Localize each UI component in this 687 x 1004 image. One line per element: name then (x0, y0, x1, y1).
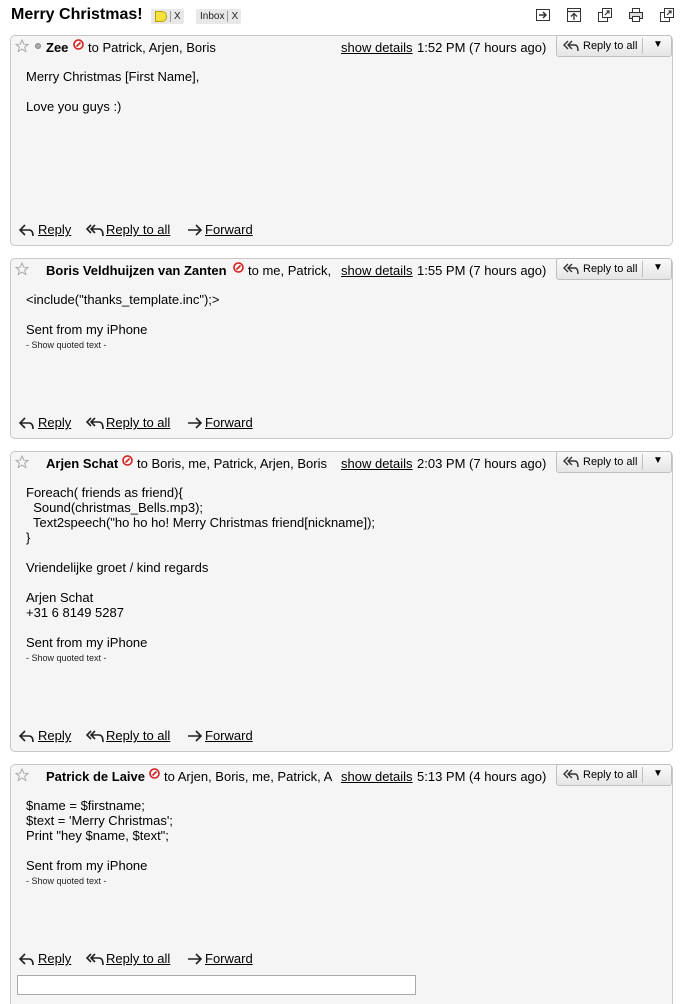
forward-link[interactable]: Forward (205, 728, 253, 743)
reply-icon (19, 952, 35, 966)
star-icon[interactable] (15, 768, 29, 782)
show-details-link[interactable]: show details (341, 456, 413, 471)
reply-icon (19, 416, 35, 430)
phone-icon (233, 262, 244, 273)
phone-icon (122, 455, 133, 466)
inbox-label-chip[interactable] (196, 9, 241, 24)
star-icon[interactable] (15, 455, 29, 469)
star-icon[interactable] (15, 262, 29, 276)
divider (642, 767, 643, 783)
message-time: 1:55 PM (7 hours ago) (417, 263, 547, 278)
divider (642, 261, 643, 277)
message-time: 1:52 PM (7 hours ago) (417, 40, 547, 55)
reply-all-icon (563, 263, 579, 275)
reply-to-all-button[interactable] (556, 258, 672, 280)
recipients: to Patrick, Arjen, Boris (88, 40, 216, 55)
remove-label-button[interactable]: X (170, 11, 184, 22)
forward-icon (187, 953, 203, 965)
forward-link[interactable]: Forward (205, 951, 253, 966)
new-window-icon[interactable] (597, 7, 613, 23)
message-body: Foreach( friends as friend){ Sound(christmas_Bells.mp3); Text2speech("ho ho ho! Merry Christmas friend[nickname]); } Vriendelijke groet / kind regards Arjen Schat +31 6 8149 5287 Sent from my iPhone (26, 485, 376, 650)
message-body: Merry Christmas [First Name], Love you guys :) (26, 69, 200, 114)
print-icon[interactable] (628, 7, 644, 23)
reply-all-icon (563, 456, 579, 468)
reply-all-icon (563, 40, 579, 52)
message-time: 5:13 PM (4 hours ago) (417, 769, 547, 784)
message-header[interactable] (11, 452, 672, 474)
reply-all-icon (86, 729, 104, 743)
more-options-dropdown[interactable]: ▼ (653, 39, 663, 50)
presence-icon (35, 43, 41, 49)
message-card (10, 764, 673, 1004)
message-card (10, 451, 673, 752)
divider (642, 454, 643, 470)
reply-all-icon (86, 223, 104, 237)
reply-to-all-link[interactable]: Reply to all (106, 951, 171, 966)
more-options-dropdown[interactable]: ▼ (653, 262, 663, 273)
conversation-header (0, 0, 687, 34)
message-header[interactable] (11, 36, 672, 58)
recipients: to Arjen, Boris, me, Patrick, A (164, 769, 333, 784)
show-quoted-text-link[interactable]: - Show quoted text - (26, 340, 107, 350)
phone-icon (73, 39, 84, 50)
message-header[interactable] (11, 765, 672, 787)
reply-to-all-button[interactable] (556, 764, 672, 786)
message-card (10, 258, 673, 439)
phone-icon (149, 768, 160, 779)
show-quoted-text-link[interactable]: - Show quoted text - (26, 876, 107, 886)
forward-icon (187, 417, 203, 429)
reply-to-all-link[interactable]: Reply to all (106, 415, 171, 430)
sender-name[interactable]: Zee (46, 40, 69, 55)
recipients: to me, Patrick, (248, 263, 332, 278)
star-icon[interactable] (15, 39, 29, 53)
expand-icon[interactable] (659, 7, 675, 23)
divider (642, 38, 643, 54)
reply-link[interactable]: Reply (38, 728, 72, 743)
reply-icon (19, 223, 35, 237)
reply-to-all-label: Reply to all (583, 40, 638, 52)
reply-to-all-button[interactable] (556, 451, 672, 473)
message-actions (19, 415, 319, 433)
forward-icon (187, 730, 203, 742)
reply-to-all-link[interactable]: Reply to all (106, 222, 171, 237)
inbox-label: Inbox (200, 11, 225, 22)
message-card (10, 35, 673, 246)
show-details-link[interactable]: show details (341, 40, 413, 55)
forward-link[interactable]: Forward (205, 222, 253, 237)
remove-inbox-button[interactable]: X (227, 11, 241, 22)
sender-name[interactable]: Arjen Schat (46, 456, 119, 471)
sender-name[interactable]: Boris Veldhuijzen van Zanten (46, 263, 227, 278)
message-body: <include("thanks_template.inc");> Sent from my iPhone (26, 292, 220, 337)
reply-all-icon (563, 769, 579, 781)
quick-reply-input[interactable] (17, 975, 416, 995)
recipients: to Boris, me, Patrick, Arjen, Boris (137, 456, 328, 471)
move-icon[interactable] (535, 7, 551, 23)
message-header[interactable] (11, 259, 672, 281)
reply-link[interactable]: Reply (38, 951, 72, 966)
more-options-dropdown[interactable]: ▼ (653, 455, 663, 466)
show-quoted-text-link[interactable]: - Show quoted text - (26, 653, 107, 663)
message-time: 2:03 PM (7 hours ago) (417, 456, 547, 471)
show-details-link[interactable]: show details (341, 263, 413, 278)
message-actions (19, 222, 319, 240)
forward-icon (187, 224, 203, 236)
reply-all-icon (86, 416, 104, 430)
message-body: $name = $firstname; $text = 'Merry Christmas'; Print "hey $name, $text"; Sent from my iPhone (26, 798, 173, 873)
more-options-dropdown[interactable]: ▼ (653, 768, 663, 779)
forward-link[interactable]: Forward (205, 415, 253, 430)
sender-name[interactable]: Patrick de Laive (46, 769, 145, 784)
archive-icon[interactable] (566, 7, 582, 23)
reply-link[interactable]: Reply (38, 222, 72, 237)
reply-all-icon (86, 952, 104, 966)
reply-to-all-button[interactable] (556, 35, 672, 57)
reply-to-all-label: Reply to all (583, 769, 638, 781)
message-actions (19, 951, 319, 969)
label-chip[interactable] (151, 9, 184, 24)
tag-icon (155, 11, 167, 22)
reply-link[interactable]: Reply (38, 415, 72, 430)
reply-to-all-link[interactable]: Reply to all (106, 728, 171, 743)
show-details-link[interactable]: show details (341, 769, 413, 784)
reply-icon (19, 729, 35, 743)
reply-to-all-label: Reply to all (583, 456, 638, 468)
reply-to-all-label: Reply to all (583, 263, 638, 275)
message-actions (19, 728, 319, 746)
conversation-subject: Merry Christmas! (11, 6, 143, 23)
